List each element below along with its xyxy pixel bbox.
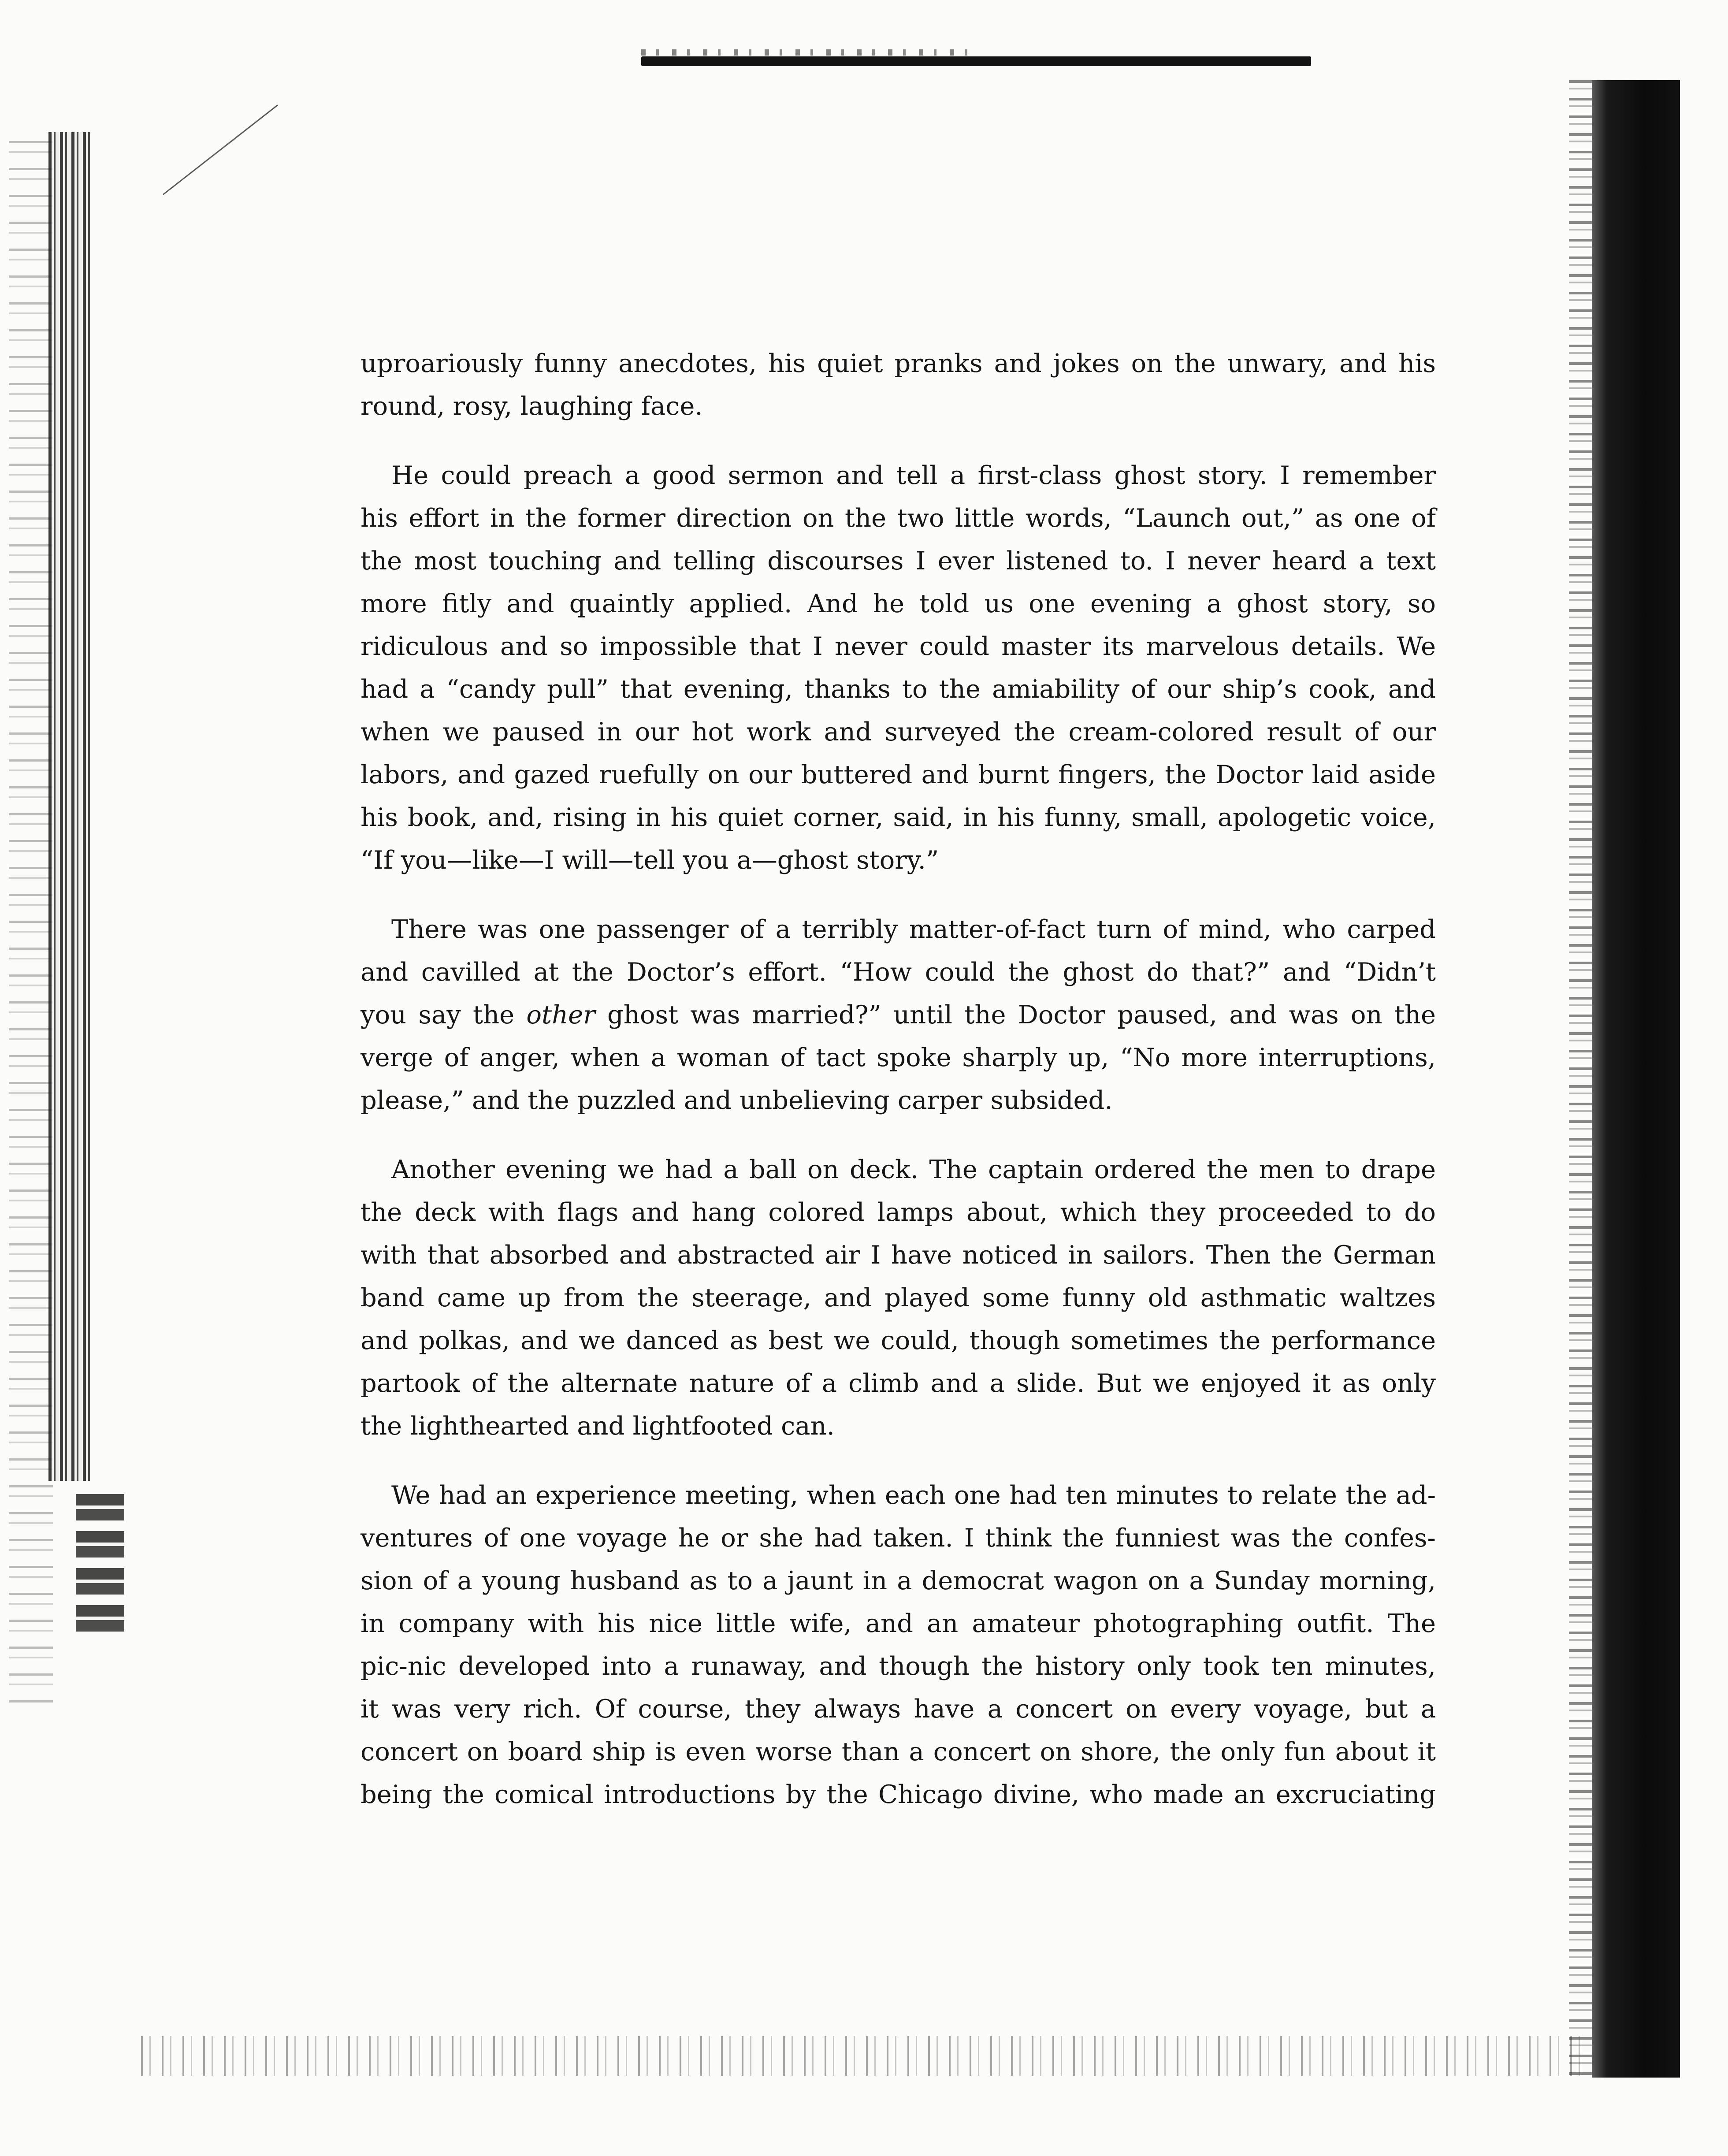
text-fragment: you say the <box>360 1000 515 1030</box>
text-line <box>360 993 1436 1036</box>
italic-word: other <box>526 1000 595 1030</box>
paragraph-4 <box>360 1148 1436 1447</box>
text-line: in company with his nice little wife, and an amateur photographing outfit. The <box>360 1609 1436 1638</box>
text-line: verge of anger, when a woman of tact spoke sharply up, “No more interruptions, <box>360 1043 1436 1072</box>
text-line: the lighthearted and lightfooted can. <box>360 1411 835 1441</box>
text-line: We had an experience meeting, when each one had ten minutes to relate the ad- <box>391 1480 1436 1510</box>
binding-blocks <box>76 1494 124 1635</box>
text-line: pic-nic developed into a runaway, and though the history only took ten minutes, <box>360 1651 1436 1681</box>
text-line: it was very rich. Of course, they always have a concert on every voyage, but a <box>360 1694 1436 1724</box>
text-line: with that absorbed and abstracted air I have noticed in sailors. Then the German <box>360 1240 1436 1270</box>
text-line: concert on board ship is even worse than a concert on shore, the only fun about it <box>360 1737 1436 1766</box>
text-line: his book, and, rising in his quiet corner, said, in his funny, small, apologetic voice, <box>360 803 1436 832</box>
left-margin-noise <box>9 141 53 1710</box>
paragraph-1 <box>360 342 1436 427</box>
right-edge-noise <box>1569 80 1595 2078</box>
text-line: being the comical introductions by the Chicago divine, who made an excruciating <box>360 1780 1436 1809</box>
text-line: partook of the alternate nature of a climb and a slide. But we enjoyed it as only <box>360 1368 1436 1398</box>
text-line: and cavilled at the Doctor’s effort. “How could the ghost do that?” and “Didn’t <box>360 957 1436 987</box>
paragraph-3 <box>360 908 1436 1122</box>
text-line: when we paused in our hot work and surveyed the cream-colored result of our <box>360 717 1436 747</box>
text-line: band came up from the steerage, and played some funny old asthmatic waltzes <box>360 1283 1436 1312</box>
text-line: ridiculous and so impossible that I never could master its marvelous details. We <box>360 632 1436 661</box>
right-edge-shadow <box>1592 80 1680 2078</box>
bottom-edge-noise <box>141 2036 1587 2076</box>
top-rule <box>641 56 1311 66</box>
binding-edge <box>48 132 90 1481</box>
text-line: sion of a young husband as to a jaunt in a democrat wagon on a Sunday morning, <box>360 1566 1436 1595</box>
text-line: the deck with flags and hang colored lamps about, which they proceeded to do <box>360 1197 1436 1227</box>
text-line: ventures of one voyage he or she had taken. I think the funniest was the confes- <box>360 1523 1436 1553</box>
text-line: He could preach a good sermon and tell a first-class ghost story. I remember <box>391 461 1436 490</box>
paragraph-2 <box>360 454 1436 881</box>
text-line: Another evening we had a ball on deck. The captain ordered the men to drape <box>391 1155 1436 1184</box>
text-line: the most touching and telling discourses I ever listened to. I never heard a text <box>360 546 1436 576</box>
text-line: please,” and the puzzled and unbelieving carper subsided. <box>360 1085 1113 1115</box>
text-line: had a “candy pull” that evening, thanks to the amiability of our ship’s cook, and <box>360 674 1436 704</box>
text-line: labors, and gazed ruefully on our buttered and burnt fingers, the Doctor laid aside <box>360 760 1436 789</box>
paragraph-5 <box>360 1474 1436 1816</box>
body-text <box>360 342 1436 1842</box>
text-line: There was one passenger of a terribly matter-of-fact turn of mind, who carped <box>391 914 1436 944</box>
text-line: round, rosy, laughing face. <box>360 391 703 421</box>
text-line: his effort in the former direction on the two little words, “Launch out,” as one of <box>360 503 1436 533</box>
text-line: and polkas, and we danced as best we could, though sometimes the performance <box>360 1326 1436 1355</box>
text-fragment: ghost was married?” until the Doctor paused, and was on the <box>607 1000 1436 1030</box>
text-line: uproariously funny anecdotes, his quiet pranks and jokes on the unwary, and his <box>360 349 1436 378</box>
text-line: more fitly and quaintly applied. And he told us one evening a ghost story, so <box>360 589 1436 618</box>
text-line: “If you—like—I will—tell you a—ghost story.” <box>360 845 939 875</box>
top-rule-speckle <box>641 49 976 56</box>
stray-mark <box>163 104 278 195</box>
